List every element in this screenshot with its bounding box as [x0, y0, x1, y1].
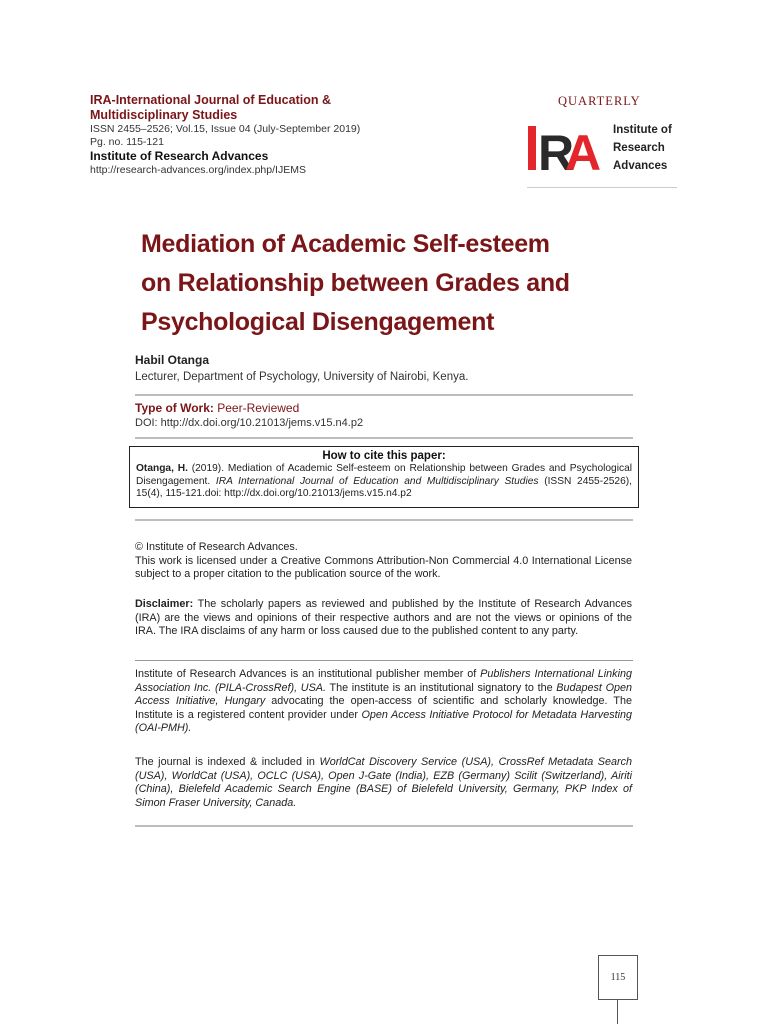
publisher-info-text: The institute is an institutional signatory to the	[326, 681, 557, 694]
title-line3: Psychological Disengagement	[141, 308, 495, 336]
author-affiliation: Lecturer, Department of Psychology, University of Nairobi, Kenya.	[135, 371, 469, 383]
indexing-text: The journal is indexed & included in	[135, 756, 320, 768]
type-of-work-label: Type of Work:	[135, 401, 214, 415]
publisher-info-text: Institute of Research Advances is an institutional publisher member of	[135, 668, 481, 680]
divider	[135, 437, 633, 439]
svg-text:A: A	[565, 125, 602, 172]
ira-logo	[527, 94, 687, 189]
logo-text	[613, 121, 672, 175]
publisher-info	[135, 668, 632, 736]
svg-text:R: R	[538, 125, 572, 172]
journal-url[interactable]: http://research-advances.org/index.php/IJEMS	[90, 164, 306, 176]
divider	[135, 660, 633, 661]
citation-journal: IRA International Journal of Education and Multidisciplinary Studies	[215, 475, 539, 487]
page-number-line	[617, 1000, 618, 1024]
citation-author: Otanga, H.	[136, 463, 188, 474]
page-number-box	[598, 955, 638, 1000]
type-of-work	[135, 401, 299, 415]
citation-text	[136, 463, 632, 501]
title-line1: Mediation of Academic Self-esteem	[141, 230, 550, 258]
publisher-info-italic: Publishers International Linking Association Inc. (PILA-CrossRef), USA.	[135, 668, 632, 694]
title-line2: on Relationship between Grades and	[141, 269, 570, 297]
page-number: 115	[610, 972, 626, 983]
journal-header	[90, 93, 420, 177]
copyright-notice	[135, 541, 632, 582]
publisher-info-italic: Open Access Initiative Protocol for Metadata Harvesting (OAI-PMH).	[135, 708, 633, 735]
journal-publisher: Institute of Research Advances	[90, 149, 269, 163]
disclaimer-text: The scholarly papers as reviewed and published by the Institute of Research Advances (IRA) are the views and opinions of their respective authors and are not the views or opinions of the IRA. The IRA disclaims of any harm or loss caused due to the published content to any party.	[135, 598, 632, 638]
copyright-line1: © Institute of Research Advances.	[135, 541, 298, 553]
doi[interactable]: DOI: http://dx.doi.org/10.21013/jems.v15.n4.p2	[135, 417, 364, 429]
logo-text-line2: Research	[613, 142, 665, 154]
divider	[135, 519, 633, 521]
ira-logo-mark-icon	[527, 120, 611, 172]
journal-pages: Pg. no. 115-121	[90, 135, 164, 148]
type-of-work-value: Peer-Reviewed	[217, 401, 300, 415]
journal-name: IRA-International Journal of Education & Multidisciplinary Studies	[90, 93, 331, 122]
citation-heading: How to cite this paper:	[322, 450, 446, 462]
journal-issn: ISSN 2455–2526; Vol.15, Issue 04 (July-September 2019)	[90, 123, 361, 135]
paper-title	[141, 225, 661, 342]
publisher-info-text: advocating the open-access of scientific and scholarly knowledge. The Institute is a registered content provider under	[135, 695, 632, 721]
quarterly-label: QUARTERLY	[558, 94, 641, 108]
indexing-italic: WorldCat Discovery Service (USA), CrossRef Metadata Search (USA), WorldCat (USA), OCLC (USA), Open J-Gate (India), EZB (Germany) Scilit (Switzerland), Airiti (China), Bielefeld Academic Search Engine (BASE) of Bielefeld University, Germany, PKP Index of Simon Fraser University, Canada.	[135, 756, 632, 809]
author-name: Habil Otanga	[135, 353, 210, 367]
disclaimer-label: Disclaimer:	[135, 598, 194, 610]
copyright-line2: This work is licensed under a Creative Commons Attribution-Non Commercial 4.0 International License subject to a proper citation to the publication source of the work.	[135, 554, 632, 581]
divider	[135, 394, 633, 396]
disclaimer	[135, 598, 632, 639]
divider	[135, 825, 633, 827]
indexing-info	[135, 756, 632, 810]
publisher-info-italic: Budapest Open Access Initiative, Hungary	[135, 681, 632, 708]
citation-box	[129, 446, 639, 508]
citation-text-b: (ISSN 2455-2526), 15(4), 115-121.doi: http://dx.doi.org/10.21013/jems.v15.n4.p2	[136, 475, 632, 499]
logo-text-line3: Advances	[613, 160, 668, 172]
citation-text-a: (2019). Mediation of Academic Self-esteem on Relationship between Grades and Psychological Disengagement.	[136, 463, 632, 487]
logo-rule	[527, 187, 677, 188]
logo-text-line1: Institute of	[613, 124, 672, 136]
